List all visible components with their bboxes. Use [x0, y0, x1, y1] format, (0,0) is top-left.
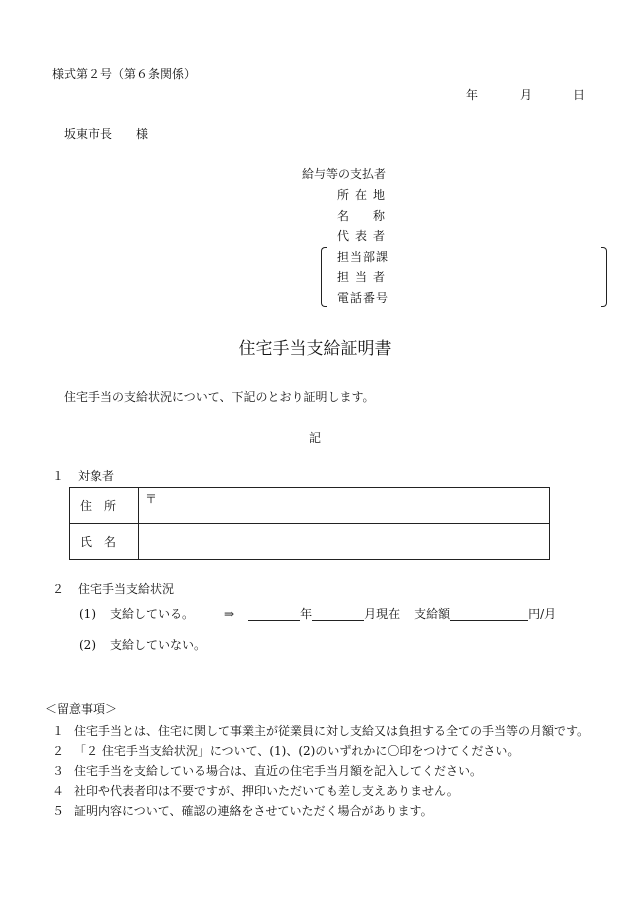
- address-label: 住所: [70, 488, 139, 524]
- note-number: ３: [52, 764, 65, 778]
- section1-number: １: [52, 469, 65, 483]
- payer-name-label: 名称: [337, 209, 410, 223]
- address-field[interactable]: [139, 488, 550, 524]
- name-row: [70, 524, 550, 560]
- target-person-table: [69, 487, 550, 560]
- option2-number: (2): [79, 638, 96, 652]
- section2-number: ２: [52, 582, 65, 596]
- form-number: 様式第２号（第６条関係）: [52, 67, 197, 81]
- contact-bracket-left: [321, 247, 327, 307]
- name-field[interactable]: [139, 524, 550, 560]
- note-item: [52, 724, 589, 738]
- note-number: １: [52, 724, 65, 738]
- section1-title: 対象者: [78, 469, 115, 483]
- option1-amount-label: 支給額: [414, 607, 451, 621]
- option1-row: [79, 607, 556, 621]
- note-text: 住宅手当とは、住宅に関して事業主が従業員に対し支給又は負担する全ての手当等の月額です。: [74, 724, 590, 738]
- option1-number: (1): [79, 607, 96, 621]
- note-item: [52, 784, 459, 798]
- note-item: [52, 804, 433, 818]
- addressee: 坂東市長 様: [64, 127, 149, 141]
- document-title: 住宅手当支給証明書: [238, 339, 392, 359]
- payer-phone-label: 電話番号: [337, 291, 390, 305]
- option1-arrow: ⇒: [224, 607, 235, 621]
- date-day-label: 日: [573, 88, 586, 102]
- note-number: ４: [52, 784, 65, 798]
- section2-title: 住宅手当支給状況: [78, 582, 175, 596]
- notes-title: ＜留意事項＞: [45, 702, 118, 716]
- amount-blank[interactable]: [450, 608, 528, 621]
- option1-unit: 円/月: [528, 607, 557, 621]
- option1-month-suffix: 月現在: [364, 607, 401, 621]
- postal-mark: 〒: [145, 492, 158, 506]
- option2-label: 支給していない。: [110, 638, 207, 652]
- payer-department-label: 担当部課: [337, 250, 390, 264]
- contact-bracket-right: [601, 247, 607, 307]
- note-number: ５: [52, 804, 65, 818]
- name-label: 氏名: [70, 524, 139, 560]
- intro-text: 住宅手当の支給状況について、下記のとおり証明します。: [64, 390, 375, 404]
- note-text: 社印や代表者印は不要ですが、押印いただいても差し支えありません。: [74, 784, 459, 798]
- payer-title: 給与等の支払者: [302, 167, 387, 181]
- date-year-label: 年: [466, 88, 479, 102]
- option1-year-suffix: 年: [300, 607, 313, 621]
- ki-label: 記: [308, 431, 321, 445]
- payer-address-label: 所在地: [337, 188, 392, 202]
- note-item: [52, 764, 482, 778]
- address-row: [70, 488, 550, 524]
- year-blank[interactable]: [248, 608, 300, 621]
- month-blank[interactable]: [312, 608, 364, 621]
- option1-label: 支給している。: [110, 607, 195, 621]
- section1-heading: [52, 469, 114, 483]
- payer-representative-label: 代表者: [337, 229, 392, 243]
- payer-person-label: 担当者: [337, 270, 392, 284]
- section2-heading: [52, 582, 174, 596]
- note-item: [52, 744, 519, 758]
- note-text: 「２ 住宅手当支給状況」について、(1)、(2)のいずれかに〇印をつけてください。: [74, 744, 520, 758]
- note-number: ２: [52, 744, 65, 758]
- note-text: 住宅手当を支給している場合は、直近の住宅手当月額を記入してください。: [74, 764, 483, 778]
- note-text: 証明内容について、確認の連絡をさせていただく場合があります。: [74, 804, 433, 818]
- option2-row: [79, 638, 206, 652]
- date-month-label: 月: [520, 88, 533, 102]
